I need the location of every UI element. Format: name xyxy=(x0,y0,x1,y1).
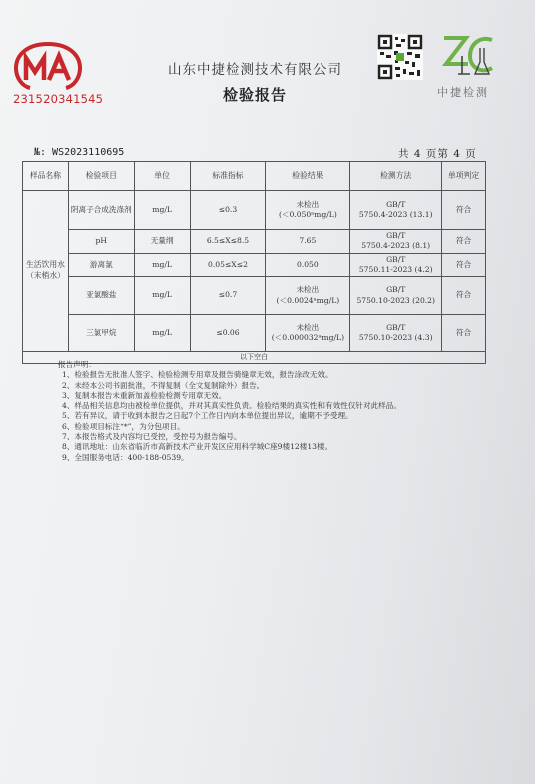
method-line2: 5750.10-2023 (4.3) xyxy=(358,333,433,342)
header-method: 检测方法 xyxy=(350,162,442,191)
zhongjie-brand-logo xyxy=(440,34,498,82)
table-header-row xyxy=(23,162,486,191)
unit-cell: mg/L xyxy=(134,191,190,230)
header-test-item: 检验项目 xyxy=(68,162,134,191)
blank-below-label: 以下空白 xyxy=(23,352,486,364)
result-line2: (＜0.000032ᵃmg/L) xyxy=(271,333,345,342)
method-line2: 5750.4-2023 (8.1) xyxy=(361,241,431,251)
header-verdict: 单项判定 xyxy=(442,162,486,191)
result-line1: 7.65 xyxy=(299,236,317,246)
header-unit: 单位 xyxy=(134,162,190,191)
standard-cell: ≤0.06 xyxy=(190,315,266,352)
certificate-number: 231520341545 xyxy=(13,92,104,106)
report-statement xyxy=(52,360,401,463)
statement-item: 6、检验项目标注“*”，为分包项目。 xyxy=(62,421,185,431)
result-line1: 未检出 xyxy=(296,199,320,209)
statement-item: 4、样品相关信息均由被检单位提供，并对其真实性负责。检验结果的真实性和有效性仅针对此样品。 xyxy=(62,401,401,411)
result-cell xyxy=(266,277,350,315)
method-line2: 5750.11-2023 (4.2) xyxy=(358,264,433,274)
verdict-cell: 符合 xyxy=(442,253,486,277)
unit-cell: mg/L xyxy=(134,253,190,277)
cma-logo xyxy=(12,40,84,92)
item-cell: 阴离子合成洗涤剂 xyxy=(68,191,134,230)
table-row xyxy=(23,230,486,254)
sample-name-cell: 生活饮用水（末梢水） xyxy=(23,191,69,352)
page-info: 共 4 页第 4 页 xyxy=(398,148,477,160)
result-cell xyxy=(266,230,350,254)
unit-cell: mg/L xyxy=(134,315,190,352)
method-cell xyxy=(350,277,442,315)
result-cell xyxy=(266,191,350,230)
result-line2: (＜0.050ᵃmg/L) xyxy=(278,210,337,219)
item-cell: 亚氯酸盐 xyxy=(68,277,134,315)
standard-cell: ≤0.3 xyxy=(190,191,266,230)
table-row xyxy=(23,253,486,277)
statement-item: 2、未经本公司书面批准，不得复制（全文复制除外）报告。 xyxy=(62,380,265,390)
verdict-cell: 符合 xyxy=(442,277,486,315)
result-line1: 未检出 xyxy=(296,322,320,332)
unit-cell: mg/L xyxy=(134,277,190,315)
method-line1: GB/T xyxy=(386,199,406,209)
statement-item: 7、本报告格式及内容均已受控，受控号为报告编号。 xyxy=(62,432,242,442)
item-cell: 三氯甲烷 xyxy=(68,315,134,352)
table-row xyxy=(23,315,486,352)
method-line1: GB/T xyxy=(386,322,406,332)
item-cell: pH xyxy=(68,230,134,254)
method-cell xyxy=(350,191,442,230)
method-cell xyxy=(350,315,442,352)
method-line1: GB/T xyxy=(386,254,406,264)
result-line2: (＜0.0024ᵃmg/L) xyxy=(276,295,340,305)
statement-item: 9、全国服务电话：400-188-0539。 xyxy=(62,452,189,462)
report-number: №: WS2023110695 xyxy=(34,147,125,158)
company-name: 山东中捷检测技术有限公司 xyxy=(168,62,342,78)
result-cell xyxy=(266,253,350,277)
statement-item: 5、若有异议，请于收到本报告之日起7个工作日内向本单位提出异议，逾期不予受理。 xyxy=(62,411,353,421)
statement-item: 8、通讯地址：山东省临沂市高新技术产业开发区应用科学城C座9楼12楼13楼。 xyxy=(62,442,333,452)
result-line1: 0.050 xyxy=(296,259,319,269)
method-line2: 5750.4-2023 (13.1) xyxy=(358,210,433,219)
method-line1: GB/T xyxy=(386,231,406,240)
method-cell xyxy=(350,230,442,254)
method-line2: 5750.10-2023 (20.2) xyxy=(356,295,435,305)
standard-cell: ≤0.7 xyxy=(190,277,266,315)
verdict-cell: 符合 xyxy=(442,315,486,352)
brand-name: 中捷检测 xyxy=(437,86,489,99)
standard-cell: 6.5≤X≤8.5 xyxy=(190,230,266,254)
item-cell: 游离氯 xyxy=(68,253,134,277)
header-standard: 标准指标 xyxy=(190,162,266,191)
statement-item: 3、复制本报告未重新加盖检验检测专用章无效。 xyxy=(62,390,227,400)
test-results-table xyxy=(22,161,486,364)
unit-cell: 无量纲 xyxy=(134,230,190,254)
method-cell xyxy=(350,253,442,277)
qr-code-icon xyxy=(377,34,423,80)
standard-cell: 0.05≤X≤2 xyxy=(190,253,266,277)
statement-item: 1、检验报告无批准人签字、检验检测专用章及报告骑缝章无效，报告涂改无效。 xyxy=(62,370,333,380)
method-line1: GB/T xyxy=(386,285,406,295)
statement-heading: 报告声明： xyxy=(58,360,96,369)
result-cell xyxy=(266,315,350,352)
header-result: 检验结果 xyxy=(266,162,350,191)
table-row xyxy=(23,191,486,230)
verdict-cell: 符合 xyxy=(442,191,486,230)
verdict-cell: 符合 xyxy=(442,230,486,254)
report-title: 检验报告 xyxy=(222,86,287,104)
header-sample-name: 样品名称 xyxy=(23,162,69,191)
table-row xyxy=(23,277,486,315)
result-line1: 未检出 xyxy=(296,285,320,295)
